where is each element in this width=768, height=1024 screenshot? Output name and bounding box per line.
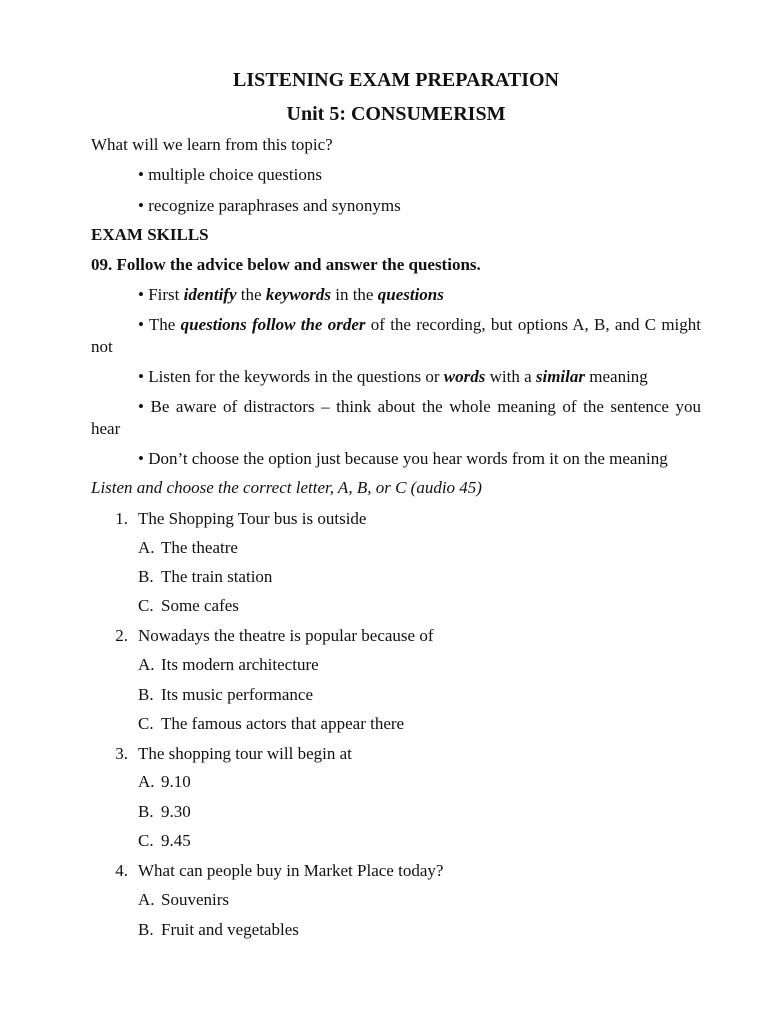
question-text: The shopping tour will begin at	[138, 744, 352, 763]
tip-text: • First	[138, 285, 184, 304]
option-text: The famous actors that appear there	[161, 714, 405, 733]
option-letter: A.	[138, 772, 155, 791]
option-letter: C.	[138, 596, 154, 615]
option-text: Fruit and vegetables	[161, 920, 299, 939]
task-heading: 09. Follow the advice below and answer the questions.	[91, 255, 481, 274]
question-number: 1.	[115, 509, 128, 528]
tip-text: • The	[138, 315, 181, 334]
option-letter: B.	[138, 802, 154, 821]
question-text: What can people buy in Market Place today?	[138, 861, 444, 880]
tip-text: of the recording, but options A, B, and C might not	[91, 315, 701, 356]
option-letter: A.	[138, 655, 155, 674]
question-number: 2.	[115, 626, 128, 645]
tip-paragraph: • Be aware of distractors – think about the whole meaning of the sentence you hear	[91, 397, 701, 438]
instruction-line: Listen and choose the correct letter, A, B, or C (audio 45)	[91, 478, 482, 497]
option-letter: C.	[138, 714, 154, 733]
document-subtitle: Unit 5: CONSUMERISM	[286, 103, 506, 125]
question-number: 4.	[115, 861, 128, 880]
option-text: Souvenirs	[161, 890, 229, 909]
option-letter: B.	[138, 567, 154, 586]
tip-text: • Listen for the keywords in the questions or	[138, 367, 444, 386]
option-letter: B.	[138, 685, 154, 704]
tip-emphasis: questions	[377, 285, 444, 304]
option-text: The train station	[161, 567, 273, 586]
tip-emphasis: identify	[183, 285, 237, 304]
option-letter: A.	[138, 538, 155, 557]
tip-text: the	[236, 285, 266, 304]
tip-line	[138, 285, 444, 305]
option-letter: B.	[138, 920, 154, 939]
tip-emphasis: similar	[535, 367, 585, 386]
document-title: LISTENING EXAM PREPARATION	[233, 69, 559, 91]
tip-text: in the	[330, 285, 378, 304]
section-heading: EXAM SKILLS	[91, 225, 209, 244]
option-text: The theatre	[161, 538, 238, 557]
question-text: The Shopping Tour bus is outside	[138, 509, 367, 528]
tip-emphasis: words	[443, 367, 486, 386]
tip-paragraph	[91, 314, 701, 358]
option-text: Some cafes	[161, 596, 239, 615]
intro-question: What will we learn from this topic?	[91, 135, 333, 154]
option-text: 9.10	[161, 772, 191, 791]
tip-line	[138, 367, 648, 387]
intro-bullet: • multiple choice questions	[138, 165, 322, 184]
tip-emphasis: keywords	[265, 285, 331, 304]
tip-text: with a	[485, 367, 536, 386]
option-text: Its music performance	[161, 685, 313, 704]
tip-line: • Don’t choose the option just because you hear words from it on the meaning	[138, 449, 668, 468]
question-number: 3.	[115, 744, 128, 763]
intro-bullet: • recognize paraphrases and synonyms	[138, 196, 401, 215]
option-text: 9.45	[161, 831, 191, 850]
tip-text: meaning	[585, 367, 648, 386]
tip-emphasis: questions follow the order	[180, 315, 366, 334]
option-letter: A.	[138, 890, 155, 909]
question-text: Nowadays the theatre is popular because of	[138, 626, 434, 645]
option-text: 9.30	[161, 802, 191, 821]
option-text: Its modern architecture	[161, 655, 319, 674]
option-letter: C.	[138, 831, 154, 850]
